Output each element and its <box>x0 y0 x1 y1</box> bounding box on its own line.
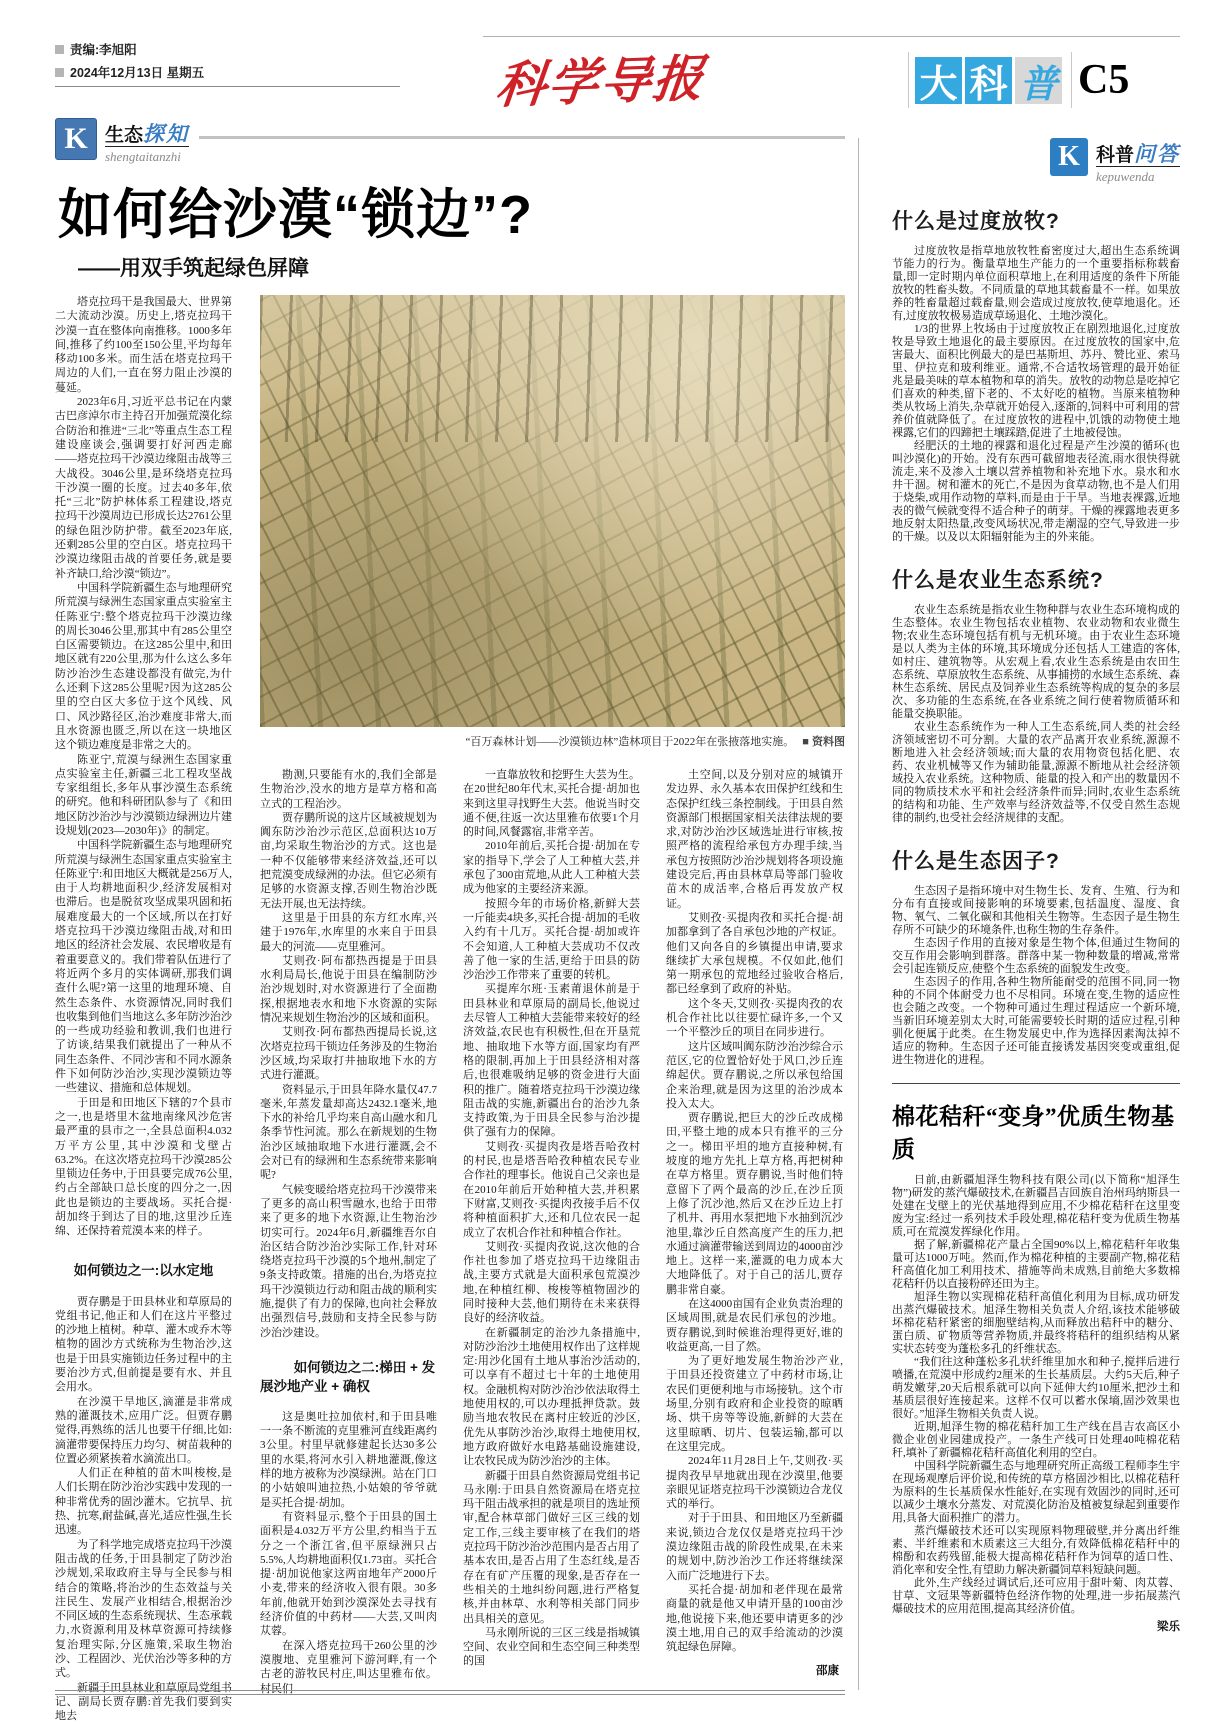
section-badge-qa <box>892 138 1180 185</box>
page-badge-char-3: 普 <box>1015 57 1062 104</box>
paragraph: 这是奥吐拉加依村,和于田县唯一一条不断流的克里雅河直线距离约3公里。村里早就修建起长达30多公里的水渠,将河水引入耕地灌溉,像这样的地方被称为沙漠绿洲。站在门口的小姑娘叫迪拉热,小姑娘的爷爷就是买托合提·胡加。 <box>260 1410 437 1509</box>
badge-divider <box>908 52 909 108</box>
photo-credit: ■ 资料图 <box>802 736 845 748</box>
masthead-rule <box>483 36 1180 37</box>
qa-column <box>892 138 1180 1634</box>
photo-caption: “百万森林计划——沙漠锁边林”造林项目于2022年在张掖落地实施。 <box>465 736 795 748</box>
paragraph: “我们往这种蓬松多孔状纤维里加水和种子,搅拌后进行喷播,在荒漠中形成约2厘米的生长基质层。大约5天后,种子萌发嫩芽,20天后根系就可以向下延伸大约10厘米,把沙土和基质层很好连接起来。这样不仅可以蓄水保墒,固沙效果也很好。”旭泽生物相关负责人说。 <box>892 1356 1180 1420</box>
paragraph: 艾则孜·阿布都热西提局长说,这次塔克拉玛干锁边任务涉及的生物治沙区域,均采取打井抽取地下水的方式进行灌溉。 <box>260 1026 437 1082</box>
paragraph: 有资料显示,整个于田县的国土面积是4.032万平方公里,约相当于五分之一个浙江省,但平原绿洲只占5.5%,人均耕地面积仅1.73亩。买托合提·胡加说他家这两亩地年产2000斤小麦,带来的经济收入很有限。30多年前,他就开始到沙漠深处去寻找有经济价值的中药材——大芸,又叫肉苁蓉。 <box>260 1510 437 1638</box>
paragraph: 2023年6月,习近平总书记在内蒙古巴彦淖尔市主持召开加强荒漠化综合防治和推进“三北”等重点生态工程建设座谈会,强调要打好河西走廊——塔克拉玛干沙漠边缘阻击战等三大战役。3046公里,是环绕塔克拉玛干沙漠一圈的长度。过去40多年,依托“三北”防护林体系工程建设,塔克拉玛干沙漠周边已形成长达2761公里的绿色阻沙防护带。截至2023年底,还剩285公里的空白区。塔克拉玛干沙漠边缘阻击战的首要任务,就是要补齐缺口,给沙漠“锁边”。 <box>55 396 232 580</box>
paragraph: 生态因子作用的直接对象是生物个体,但通过生物间的交互作用会影响到群落。群落中某一物种数量的增减,常常会引起连锁反应,使整个生态系统的面貌发生改变。 <box>892 937 1180 975</box>
main-headline: 如何给沙漠“锁边”? <box>58 185 533 245</box>
qa-heading-ecological-factor: 什么是生态因子? <box>892 850 1060 873</box>
paragraph: 为了更好地发展生物治沙产业,于田县还投资建立了中药材市场,让农民们更便利地与市场接轨。这个市场里,分别有政府和企业投资的晾晒场、烘干房等等设施,新鲜的大芸在这里晾晒、切片、包装运输,都可以在这里完成。 <box>666 1355 843 1453</box>
paragraph: 艾则孜·买提肉孜是塔吾哈孜村的村民,也是塔吾哈孜种植农民专业合作社的理事长。他说自己父亲也是在2010年前后开始种植大芸,并积累下财富,艾则孜·买提肉孜接手后不仅将种植面积扩大,还和几位农民一起成立了农机合作社和种植合作社。 <box>463 1140 640 1239</box>
paragraph: 此外,生产线经过调试后,还可应用于甜叶菊、肉苁蓉、甘草、文冠果等新疆特色经济作物的处理,进一步拓展蒸汽爆破技术的应用范围,提高其经济价值。 <box>892 1577 1180 1615</box>
section-title: 科普问答 <box>1095 142 1180 166</box>
header-underline <box>55 86 400 87</box>
section-badge-labels <box>105 118 189 165</box>
paragraph: 近期,旭泽生物的棉花秸秆加工生产线在昌吉农高区小微企业创业园建成投产。一条生产线可日处理40吨棉花秸秆,填补了新疆棉花秸秆高值化利用的空白。 <box>892 1421 1180 1459</box>
paragraph: 生态因子是指环境中对生物生长、发育、生殖、行为和分布有直接或间接影响的环境要素,包括温度、湿度、食物、氧气、二氧化碳和其他相关生物等。生态因子是生物生存所不可缺少的环境条件,也称生物的生存条件。 <box>892 885 1180 936</box>
section-badge-eco <box>55 118 845 165</box>
editor-name: 责编:李旭阳 <box>70 43 137 57</box>
editor-line <box>55 40 400 58</box>
edition-info <box>55 40 400 87</box>
paragraph: 2010年前后,买托合提·胡加在专家的指导下,学会了人工种植大芸,并承包了300亩荒地,从此人工种植大芸成为他家的主要经济来源。 <box>463 840 640 896</box>
feature-headline: 棉花秸秆“变身”优质生物基质 <box>892 1104 1175 1162</box>
date-line <box>55 63 400 81</box>
paragraph: 中国科学院新疆生态与地理研究所正高级工程师李生宇在现场观摩后评价说,和传统的草方格固沙相比,以棉花秸秆为原料的生长基质保水性能好,在实现有效固沙的同时,还可以减少土壤水分蒸发、对荒漠化防治及植被复绿起到重要作用,具备大面积推广的潜力。 <box>892 1460 1180 1524</box>
paragraph: 按照今年的市场价格,新鲜大芸一斤能卖4块多,买托合提·胡加的毛收入约有十几万。买托合提·胡加或许不会知道,人工种植大芸成功不仅改善了他一家的生活,更给于田县的防沙治沙工作带来了重要的转机。 <box>463 897 640 982</box>
paragraph: 农业生态系统作为一种人工生态系统,同人类的社会经济领域密切不可分割。大量的农产品离开农业系统,源源不断地进入社会经济领域;而大量的农用物资包括化肥、农药、农业机械等又作为辅助能量,源源不断地从社会经济领域投入农业系统。这种物质、能量的投入和产出的数量因不同的物质技术水平和社会经济条件而异;同时,农业生态系统的结构和功能、生产效率与经济效益等,不仅受自然生态规律的制约,也受社会经济规律的支配。 <box>892 721 1180 824</box>
crosshead-2: 如何锁边之二:梯田 + 发展沙地产业 + 确权 <box>260 1359 436 1394</box>
paragraph: 新疆于田县林业和草原局党组书记、副局长贾存鹏:首先我们要到实地去 <box>55 1681 232 1723</box>
article-column-2 <box>260 768 437 1695</box>
page-badge <box>902 52 1129 108</box>
paragraph: 于田是和田地区下辖的7个县市之一,也是塔里木盆地南缘风沙危害最严重的县市之一,全县总面积4.032万平方公里,其中沙漠和戈壁占63.2%。在这次塔克拉玛干沙漠285公里锁边任务中,于田县要完成76公里,约占全部缺口总长度的四分之一,因此也是锁边的主要战场。买托合提·胡加终于到达了目的地,这里沙丘连绵、还保持着荒漠本来的样子。 <box>55 1096 232 1238</box>
paragraph: 生态因子的作用,各种生物所能耐受的范围不同,同一物种的不同个体耐受力也不尽相同。环境在变,生物的适应性也会随之改变。一个物种可通过生理过程适应一个新环境,当新旧环境差别太大时,可能需要较长时期的适应过程,引种驯化便属于此类。在生物发展史中,作为选择因素淘汰掉不适应的物种。生态因子还可能直接诱发基因突变或重组,促进生物进化的进程。 <box>892 976 1180 1066</box>
publication-date: 2024年12月13日 星期五 <box>70 66 205 80</box>
article-column-4 <box>666 768 843 1690</box>
paragraph: 买提库尔班·玉素莆退休前是于田县林业和草原局的副局长,他说过去尽管人工种植大芸能带来较好的经济效益,农民也有积极性,但在开垦荒地、抽取地下水等方面,国家均有严格的限制,再加上于田县经济相对落后,也很难吸纳足够的资金进行大面积的推广。随着塔克拉玛干沙漠边缘阻击战的实施,新疆出台的治沙九条支持政策,为于田县全民参与治沙提供了强有力的保障。 <box>463 983 640 1139</box>
paragraph: 这里是于田县的东方红水库,兴建于1976年,水库里的水来自于田县最大的河流——克里雅河。 <box>260 911 437 953</box>
paragraph: 艾则孜·阿布都热西提是于田县水利局局长,他说于田县在编制防沙治沙规划时,对水资源进行了全面勘探,根据地表水和地下水资源的实际情况来规划生物治沙的区域和面积。 <box>260 954 437 1025</box>
k-logo-icon: K <box>1050 138 1088 176</box>
aerial-desert-grid-photo <box>260 295 845 727</box>
paragraph: 在深入塔克拉玛干260公里的沙漠腹地、克里雅河下游河畔,有一个古老的游牧民村庄,叫达里雅布依。村民们 <box>260 1639 437 1695</box>
paragraph: 1/3的世界上牧场由于过度放牧正在剧烈地退化,过度放牧是导致土地退化的最主要原因。在过度放牧的国家中,危害最大、面积比例最大的是巴基斯坦、苏丹、赞比亚、索马里、伊拉克和玻利维亚。通常,不合适牧场管理的最开始征兆是最美味的草本植物和草的消失。放牧的动物总是吃掉它们喜欢的种类,留下老的、不太好吃的植物。当原来植物种类从牧场上消失,杂草就开始侵入,逐渐的,饲料中可利用的营养价值就降低了。在过度放牧的进程中,饥饿的动物使土地裸露,它们的四蹄把土壤踩踏,促进了土地被侵蚀。 <box>892 323 1180 439</box>
paragraph: 艾则孜·买提肉孜和买托合提·胡加都拿到了各自承包沙地的产权证。他们又向各自的乡镇提出申请,要求继续扩大承包规模。不仅如此,他们第一期承包的荒地经过验收合格后,都已经拿到了政府的补贴。 <box>666 911 843 996</box>
paragraph: 贾存鹏是于田县林业和草原局的党组书记,他正和人们在这片平整过的沙地上植树。种草、灌木或乔木等植物的固沙方式统称为生物治沙,这也是于田县实施锁边任务过程中的主要治沙方式,但前提是要有水、并且会用水。 <box>55 1295 232 1394</box>
paragraph: 贾存鹏说,把巨大的沙丘改成梯田,平整土地的成本只有推平的三分之一。梯田平坦的地方直接种树,有坡度的地方先扎上草方格,再把树种在草方格里。贾存鹏说,当时他们特意留下了两个最高的沙丘,在沙丘顶上修了沉沙池,然后又在沙丘边上打了机井、再用水泵把地下水抽到沉沙池里,靠沙丘自然高度产生的压力,把水通过滴灌带输送到周边的4000亩沙地上。这样一来,灌溉的电力成本大大地降低了。对于自己的活儿,贾存鹏非常自豪。 <box>666 1112 843 1296</box>
paragraph: 在这4000亩国有企业负责治理的区域周围,就是农民们承包的沙地。贾存鹏说,到时候谁治理得更好,谁的收益更高,一目了然。 <box>666 1297 843 1353</box>
article-column-1 <box>55 295 232 1723</box>
article-column-3 <box>463 768 640 1690</box>
page-badge-char-2: 科 <box>965 57 1012 104</box>
paragraph: 一直靠放牧和挖野生大芸为生。在20世纪80年代末,买托合提·胡加也来到这里寻找野生大芸。他说当时交通不便,往返一次达里雅布依要1个月的时间,风餐露宿,非常辛苦。 <box>463 769 640 839</box>
paragraph: 过度放牧是指草地放牧牲畜密度过大,超出生态系统调节能力的行为。衡量草地生产能力的一个重要指标称载畜量,即一定时期内单位面积草地上,在利用适度的条件下所能放牧的牲畜头数。不同质量的草地其载畜量不一样。如果放养的牲畜量超过载畜量,则会造成过度放牧,使草地退化。还有,过度放牧极易造成草场退化、土地沙漠化。 <box>892 245 1180 322</box>
section-pinyin: kepuwenda <box>1095 169 1155 184</box>
paragraph: 资料显示,于田县年降水量仅47.7毫米,年蒸发量却高达2432.1毫米,地下水的补给几乎均来自高山融水和几条季节性河流。那么在新规划的生物治沙区域抽取地下水进行灌溉,会不会对已有的绿洲和生态系统带来影响呢? <box>260 1083 437 1182</box>
author-byline: 梁乐 <box>1157 1621 1180 1633</box>
page-badge-char-1: 大 <box>915 57 962 104</box>
section-badge-labels <box>1096 138 1180 185</box>
paragraph: 在沙漠干旱地区,滴灌是非常成熟的灌溉技术,应用广泛。但贾存鹏觉得,再熟练的活儿也要干仔细,比如:滴灌带要保持压力均匀、树苗栽种的位置必须紧挨着水滴流出口。 <box>55 1395 232 1465</box>
section-title: 生态探知 <box>105 122 190 146</box>
paragraph: 塔克拉玛干是我国最大、世界第二大流动沙漠。历史上,塔克拉玛干沙漠一直在整体向南推移。1000多年间,推移了约100至150公里,平均每年移动100多米。而生活在塔克拉玛干周边的人们,一直在努力阻止沙漠的蔓延。 <box>55 296 232 394</box>
paragraph: 新疆于田县自然资源局党组书记马永刚:于田县自然资源局在塔克拉玛干阻击战承担的就是项目的选址预审,配合林草部门做好三区三线的划定工作,三线主要审核了在我们的塔克拉玛干防沙治沙范围内是否占用了基本农田,是否占用了生态红线,是否存在有矿产压覆的现象,是否存在一些相关的土地纠纷问题,进行严格复核,并由林草、水利等相关部门同步出具相关的意见。 <box>463 1469 640 1625</box>
paragraph: 据了解,新疆棉花产量占全国90%以上,棉花秸秆年收集量可达1000万吨。然而,作为棉花种植的主要副产物,棉花秸秆高值化加工利用技术、措施等尚未成熟,目前绝大多数棉花秸秆仍以直接粉碎还田为主。 <box>892 1239 1180 1290</box>
feature-divider <box>892 1083 1180 1084</box>
paragraph: 贾存鹏所说的这片区域被规划为阗东防沙治沙示范区,总面积达10万亩,均采取生物治沙的方式。这也是一种不仅能够带来经济效益,还可以把荒漠变成绿洲的办法。但它必须有足够的水资源支撑,否则生物治沙既无法开展,也无法持续。 <box>260 811 437 910</box>
paragraph: 土空间,以及分别对应的城镇开发边界、永久基本农田保护红线和生态保护红线三条控制线。于田县自然资源部门根据国家相关法律法规的要求,对防沙治沙区域选址进行审核,按照严格的流程给承包方办理手续,当承包方按照防沙治沙规划将各项设施建设完后,再由县林草局等部门验收苗木的成活率,合格后再发放产权证。 <box>666 769 843 910</box>
bullet-square-icon <box>55 68 64 77</box>
paragraph: 勘测,只要能有水的,我们全部是生物治沙,没水的地方是草方格和高立式的工程治沙。 <box>260 769 437 810</box>
paragraph: 人们正在种植的苗木叫梭梭,是人们长期在防沙治沙实践中发现的一种非常优秀的固沙灌木。它抗旱、抗热、抗寒,耐盐碱,喜光,适应性强,生长迅速。 <box>55 1467 232 1537</box>
paragraph: 日前,由新疆旭泽生物科技有限公司(以下简称“旭泽生物”)研发的蒸汽爆破技术,在新疆昌吉回族自治州玛纳斯县一处建在戈壁上的光伏基地得到应用,不少棉花秸秆在这里变废为宝:经过一系列技术手段处理,棉花秸秆变为优质生物基质,可在荒漠发挥绿化作用。 <box>892 1174 1180 1238</box>
photo-caption-row <box>260 733 845 749</box>
crosshead-1: 如何锁边之一:以水定地 <box>73 1262 214 1278</box>
bottom-rule <box>55 1690 845 1695</box>
sub-headline: ——用双手筑起绿色屏障 <box>78 257 309 280</box>
paragraph: 为了科学地完成塔克拉玛干沙漠阻击战的任务,于田县制定了防沙治沙规划,采取政府主导与全民参与相结合的策略,将治沙的生态效益与关注民生、发展产业相结合,根据治沙不同区域的生态系统现状、生态承载力,水资源利用及林草资源可持续修复治理实际,分区施策,采取生物治沙、工程固沙、光伏治沙等多种的方式。 <box>55 1538 232 1680</box>
paragraph: 这片区域叫阗东防沙治沙综合示范区,它的位置恰好处于风口,沙丘连绵起伏。贾存鹏说,之所以承包给国企来治理,就是因为这里的治沙成本投入太大。 <box>666 1040 843 1110</box>
paragraph: 蒸汽爆破技术还可以实现原料物理破壁,并分离出纤维素、半纤维素和木质素这三大组分,有效降低棉花秸秆中的棉酚和农药残留,能极大提高棉花秸秆作为饲草的适口性、消化率和安全性,有望助力解决新疆饲草料短缺问题。 <box>892 1525 1180 1576</box>
paragraph: 买托合提·胡加和老伴现在最常商量的就是他又申请开垦的100亩沙地,他说接下来,他还要申请更多的沙漠土地,用自己的双手给流动的沙漠筑起绿色屏障。 <box>666 1583 843 1654</box>
paragraph: 对于于田县、和田地区乃至新疆来说,锁边合龙仅仅是塔克拉玛干沙漠边缘阻击战的阶段性成果,在未来的规划中,防沙治沙工作还将继续深入而广泛地进行下去。 <box>666 1512 843 1582</box>
qa-heading-overgrazing: 什么是过度放牧? <box>892 210 1060 233</box>
section-pinyin: shengtaitanzhi <box>105 149 181 164</box>
paragraph: 2024年11月28日上午,艾则孜·买提肉孜早早地就出现在沙漠里,他要亲眼见证塔克拉玛干沙漠锁边合龙仪式的举行。 <box>666 1455 843 1511</box>
paragraph: 中国科学院新疆生态与地理研究所荒漠与绿洲生态国家重点实验室主任陈亚宁:整个塔克拉玛干沙漠边缘的周长3046公里,那其中有285公里空白区需要锁边。在这285公里中,和田地区就有220公里,那为什么这么多年防沙治沙生态建设都没有做完,为什么还剩下这285公里呢?因为这285公里的空白区大多位于这个风线、风口、风沙路径区,治沙难度非常大,而且水资源也匮乏,所以在这一块地区这个锁边难度是非常之大的。 <box>55 581 232 752</box>
k-logo-icon: K <box>55 118 97 160</box>
paragraph: 农业生态系统是指农业生物种群与农业生态环境构成的生态整体。农业生物包括农业植物、农业动物和农业微生物;农业生态环境包括有机与无机环境。由于农业生态环境是以人类为主体的环境,其环境成分还包括人工建造的客体,如村庄、建筑物等。从宏观上看,农业生态系统是由农田生态系统、草原放牧生态系统、从事捕捞的水域生态系统、森林生态系统、居民点及饲养业生态系统等构成的复杂的多层次、多功能的生态系统,在各业系统之间行使着物质循环和能量交换职能。 <box>892 604 1180 720</box>
paragraph: 在新疆制定的治沙九条措施中,对防沙治沙土地使用权作出了这样规定:用沙化国有土地从事治沙活动的,可以享有不超过七十年的土地使用权。金融机构对防沙治沙依法取得土地使用权的,可以办理抵押贷款。鼓励当地农牧民在离村庄较近的沙区,优先从事防沙治沙,取得土地使用权,地方政府做好水电路基础设施建设,让农牧民成为防沙治沙的主体。 <box>463 1326 640 1468</box>
paragraph: 旭泽生物以实现棉花秸秆高值化利用为目标,成功研发出蒸汽爆破技术。旭泽生物相关负责人介绍,该技术能够破坏棉花秸秆紧密的细胞壁结构,从而释放出秸秆中的糖分、蛋白质、矿物质等营养物质,并最终将秸秆的组织结构从紧实状态转变为蓬松多孔的纤维状态。 <box>892 1291 1180 1355</box>
bullet-square-icon <box>55 45 64 54</box>
vertical-divider <box>858 138 859 1690</box>
author-byline: 邵康 <box>816 1665 839 1678</box>
page-number: C5 <box>1078 57 1130 103</box>
paragraph: 中国科学院新疆生态与地理研究所荒漠与绿洲生态国家重点实验室主任陈亚宁:和田地区大概就是256万人,由于人均耕地面积少,经济发展相对也滞后。也是脱贫攻坚成果巩固和拓展难度最大的一个区域,所以在打好塔克拉玛干沙漠边缘阻击战,对和田地区的经济社会发展、农民增收是有着重要意义的。我们带着队伍进行了将近两个多月的实体调研,那我们调查什么呢?第一这里的地理环境、自然生态条件、水资源情况,同时我们也收集到他们当地这么多年防沙治沙的一些成功经验和教训,我们也进行了访谈,结果我们就提出了一种从不同生态条件、不同沙害和不同水源条件下如何防沙治沙,实现沙漠锁边等一些建议、措施和总体规划。 <box>55 839 232 1095</box>
paragraph: 气候变暖给塔克拉玛干沙漠带来了更多的高山积雪融水,也给于田带来了更多的地下水资源,让生物治沙切实可行。2024年6月,新疆维吾尔自治区结合防沙治沙实际工作,针对环绕塔克拉玛干沙漠的5个地州,制定了9条支持政策。措施的出台,为塔克拉玛干沙漠锁边行动和阻击战的顺利实施,提供了有力的保障,也向社会释放出强烈信号,鼓励和支持全民参与防沙治沙建设。 <box>260 1183 437 1339</box>
section-rule <box>199 136 845 139</box>
masthead-title: 科学导报 <box>493 50 708 114</box>
paragraph: 马永刚所说的三区三线是指城镇空间、农业空间和生态空间三种类型的国 <box>463 1626 640 1668</box>
qa-heading-agro-ecosystem: 什么是农业生态系统? <box>892 569 1104 592</box>
paragraph: 陈亚宁,荒漠与绿洲生态国家重点实验室主任,新疆三北工程攻坚战专家组组长,多年从事沙漠生态系统的研究。他和科研团队参与了《和田地区防沙治沙与沙漠锁边绿洲边片建设规划(2023—2030年)》的制定。 <box>55 753 232 837</box>
paragraph: 这个冬天,艾则孜·买提肉孜的农机合作社比以往要忙碌许多,一个又一个平整沙丘的项目在同步进行。 <box>666 997 843 1039</box>
paragraph: 经肥沃的土地的裸露和退化过程是产生沙漠的循环(也叫沙漠化)的开始。没有东西可截留地表径流,雨水很快得就流走,来不及渗入土壤以营养植物和补充地下水。泉水和水井干涸。树和灌木的死亡,不是因为食草动物,也不是人们用于烧柴,或用作动物的草料,而是由于干旱。当地表裸露,近地表的微气候就变得不适合种子的萌芽。干燥的裸露地表更多地反射太阳热量,改变风场状况,带走潮湿的空气,导致进一步的干燥。以及以太阳辐射能为主的外来能。 <box>892 440 1180 543</box>
paragraph: 艾则孜·买提肉孜说,这次他的合作社也参加了塔克拉玛干边缘阻击战,主要方式就是大面积承包荒漠沙地,在种植红柳、梭梭等植物固沙的同时接种大芸,他们期待在未来获得良好的经济收益。 <box>463 1240 640 1325</box>
badge-divider <box>1071 52 1072 108</box>
